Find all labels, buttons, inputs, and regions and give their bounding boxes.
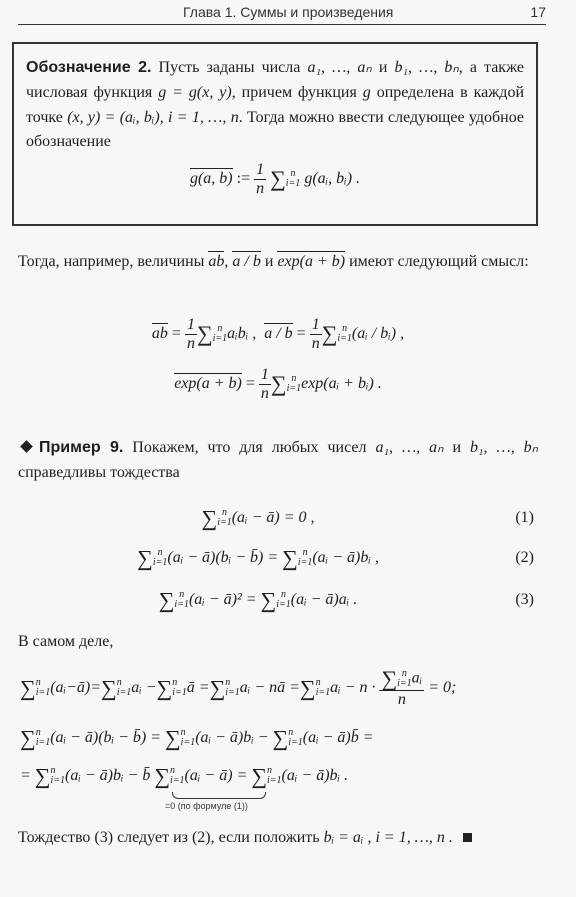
example-label: Пример 9. (39, 439, 124, 456)
equation-number: (2) (515, 549, 534, 566)
paragraph-examples: Тогда, например, величины ab, a / b и exp(a + b) имеют следующий смысл: (18, 253, 529, 270)
proof-line-1: ∑ n i=1 (aᵢ−ā)=∑ n i=1 aᵢ −∑ n i=1 ā =∑ n i=1 aᵢ − nā =∑ n i=1 aᵢ − n · ∑ n i=1 aᵢ n = 0; (20, 666, 457, 708)
running-header (18, 2, 546, 25)
formula-ab: ab = $\frac{1}{n}$ ∑ n i=1 aᵢbᵢ , a / b = $\frac{1}{n}$ ∑ n i=1 (aᵢ / bᵢ) , (151, 316, 405, 352)
brace-note: =0 (по формуле (1)) (165, 801, 248, 811)
underbrace (172, 792, 266, 799)
proof-line-2: ∑ n i=1 (aᵢ − ā)(bᵢ − b̄) = ∑ n i=1 (aᵢ − ā)bᵢ − ∑ n i=1 (aᵢ − ā)b̄ = (20, 725, 374, 751)
identity-2: ∑ n i=1 (aᵢ − ā)(bᵢ − b̄) = ∑ n i=1 (aᵢ − ā)bᵢ , (2) (137, 545, 534, 571)
equation-number: (3) (515, 591, 534, 608)
identity-1: ∑ n i=1 (aᵢ − ā) = 0 , (1) (201, 505, 534, 531)
diamond-icon (20, 440, 33, 453)
identity-3: ∑ n i=1 (aᵢ − ā)² = ∑ n i=1 (aᵢ − ā)aᵢ . (3) (158, 587, 534, 613)
page-number: 17 (530, 4, 546, 20)
proof-line-3: = ∑ n i=1 (aᵢ − ā)bᵢ − b̄ ∑ n i=1 (aᵢ − ā) = ∑ n i=1 (aᵢ − ā)bᵢ . (20, 763, 349, 789)
qed-square-icon (463, 833, 472, 842)
equation-number: (1) (515, 509, 534, 526)
chapter-title: Глава 1. Суммы и произведения (183, 4, 394, 20)
conclusion: Тождество (3) следует из (2), если положить bᵢ = aᵢ , i = 1, …, n . (18, 826, 538, 851)
notation-label: Обозначение 2. (26, 59, 152, 76)
proof-intro: В самом деле, (18, 633, 114, 650)
notation-text: Обозначение 2. Пусть заданы числа a₁, …, aₙ и b₁, …, bₙ, а также числовая функция g = g(x, y), причем функция g определена в каждой точке (x, y) = (aᵢ, bᵢ), i = 1, …, n. Тогда можно ввести следующее удобное обозначение (26, 59, 525, 151)
notation-box (12, 42, 538, 226)
formula-exp: exp(a + b) = $\frac{1}{n}$ ∑ n i=1 exp(aᵢ + bᵢ) . (174, 366, 382, 402)
example-9: Пример 9. Покажем, что для любых чисел a₁, …, aₙ и b₁, …, bₙ справедливы тождества (18, 439, 539, 481)
notation-formula: g(a, b) := $\frac{1}{n}$ ∑ n i=1 g(aᵢ, bᵢ) . (189, 161, 361, 197)
